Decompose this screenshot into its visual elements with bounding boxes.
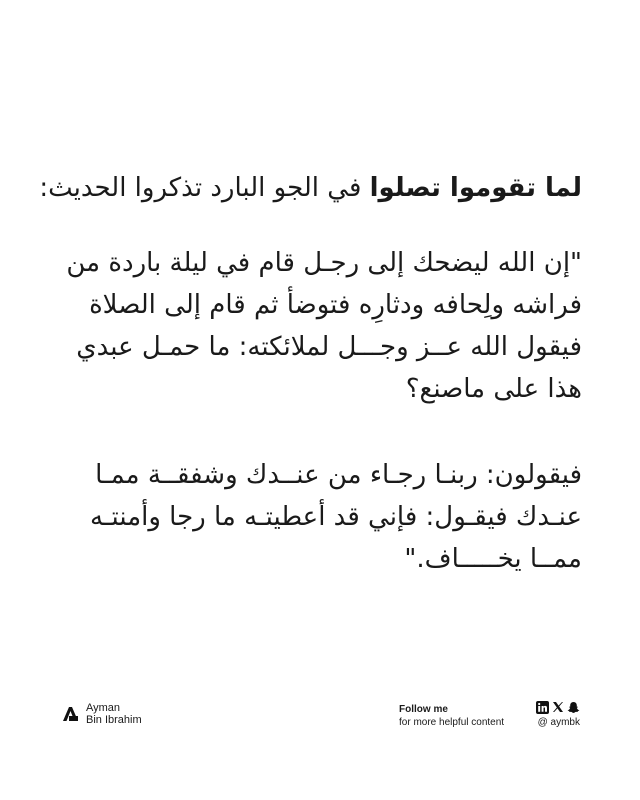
hadith-paragraph <box>58 242 582 410</box>
reply-line: عنـدك فيقـول: فإني قد أعطيتـه ما رجا وأمنتـه <box>89 502 582 532</box>
hadith-line: هذا على ماصنع؟ <box>405 374 582 404</box>
reply-line: فيقولون: ربنـا رجـاء من عنــدك وشفقــة ممـا <box>95 460 582 490</box>
brand-logo-icon <box>60 704 80 724</box>
brand-last-name: Bin Ibrahim <box>86 714 142 726</box>
follow-title: Follow me <box>399 704 448 715</box>
brand <box>60 702 142 726</box>
post-heading <box>39 168 582 208</box>
brand-first-name: Ayman <box>86 702 121 714</box>
brand-name <box>86 702 142 726</box>
hadith-line: "إن الله ليضحك إلى رجـل قام في ليلة باردة من <box>66 248 582 278</box>
social-block <box>536 700 580 729</box>
social-handle[interactable]: @ aymbk <box>537 717 580 728</box>
reply-line: ممــا يخـــــاف." <box>404 544 582 574</box>
heading-rest: في الجو البارد تذكروا الحديث: <box>39 173 370 203</box>
social-icons <box>536 700 580 714</box>
snapchat-icon[interactable] <box>567 701 580 714</box>
hadith-line: فراشه ولِحافه ودثارِه فتوضأ ثم قام إلى الصلاة <box>89 290 582 320</box>
reply-paragraph <box>58 454 582 580</box>
linkedin-icon[interactable] <box>536 701 549 714</box>
footer <box>60 700 580 732</box>
heading-bold: لما تقوموا تصلوا <box>369 173 582 203</box>
follow-block <box>399 703 504 729</box>
hadith-line: فيقول الله عــز وجـــل لملائكته: ما حمـل عبدي <box>76 332 582 362</box>
post-body <box>39 168 582 624</box>
x-icon[interactable] <box>552 701 564 713</box>
follow-subtitle: for more helpful content <box>399 717 505 728</box>
